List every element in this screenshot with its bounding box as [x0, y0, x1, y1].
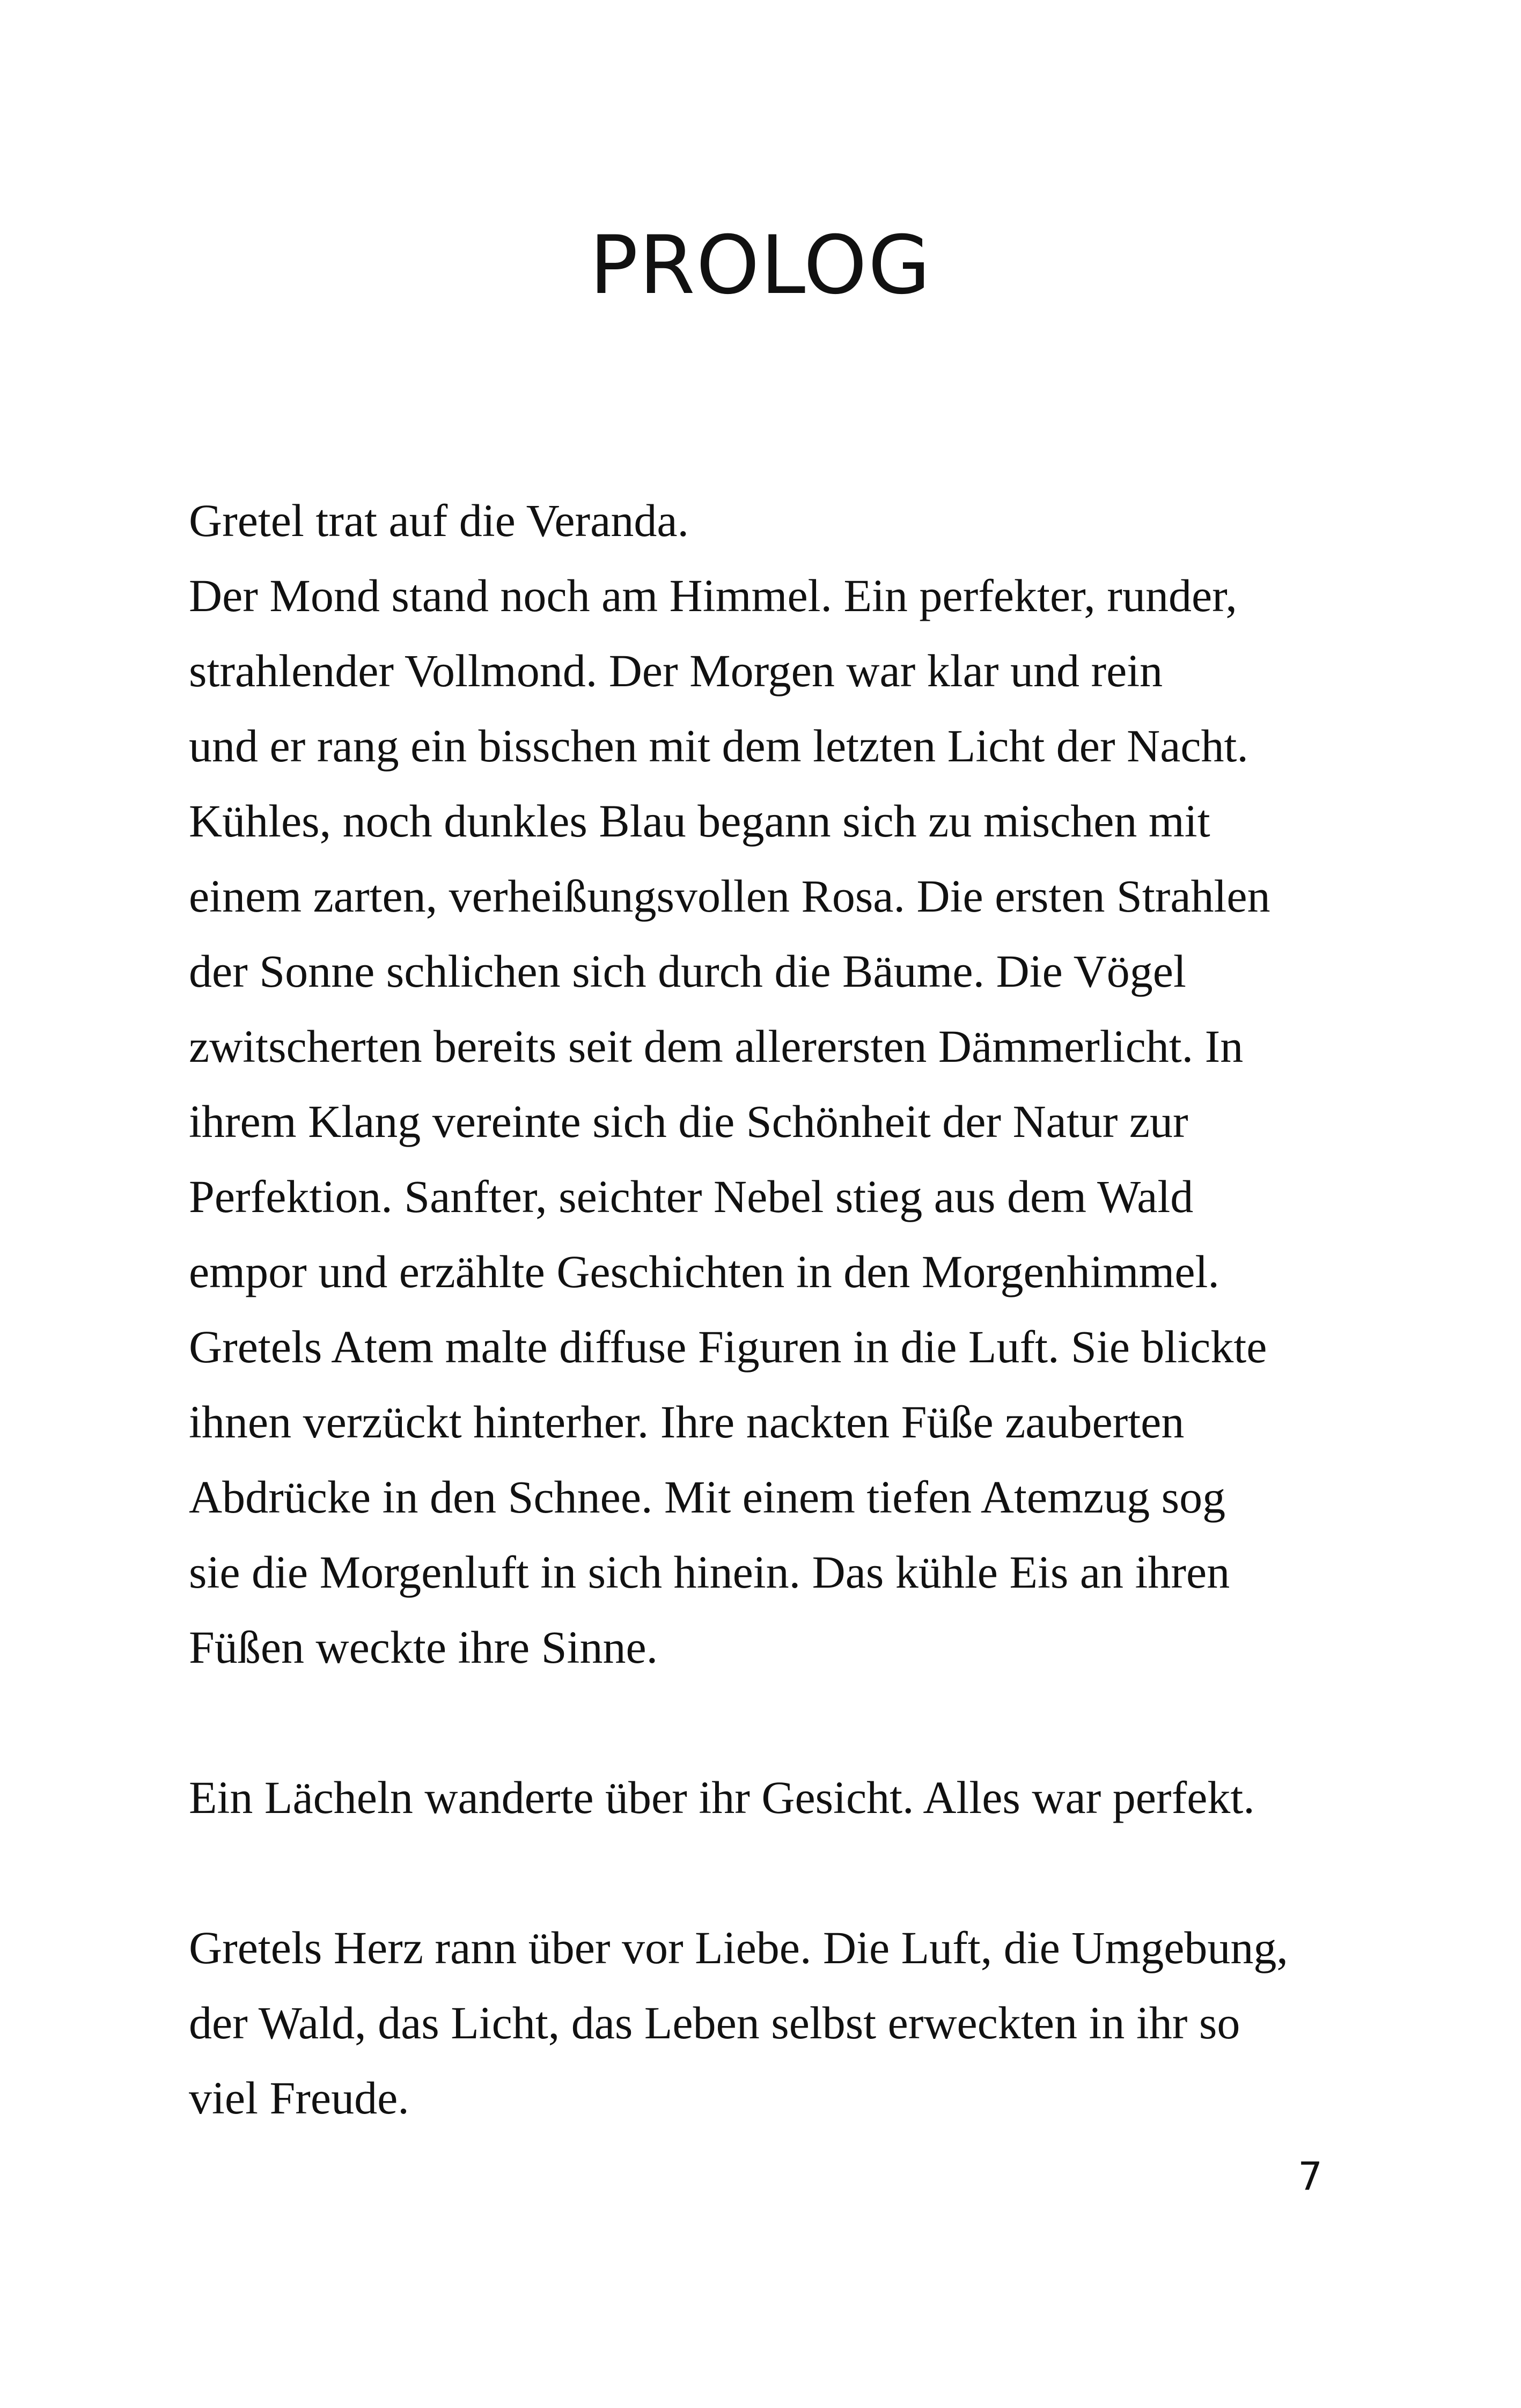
paragraph-2	[189, 1760, 1358, 1835]
text-line: Kühles, noch dunkles Blau begann sich zu mischen mit	[189, 795, 1210, 847]
paragraph-gap	[189, 1685, 1358, 1760]
text-line: ihrem Klang vereinte sich die Schönheit der Natur zur	[189, 1096, 1188, 1147]
text-line: Gretel trat auf die Veranda.	[189, 495, 689, 546]
paragraph-1	[189, 483, 1358, 1685]
text-line: strahlender Vollmond. Der Morgen war klar und rein	[189, 645, 1163, 696]
text-line: Abdrücke in den Schnee. Mit einem tiefen Atemzug sog	[189, 1471, 1226, 1523]
text-line: ihnen verzückt hinterher. Ihre nackten Füße zauberten	[189, 1396, 1185, 1448]
body-text	[189, 483, 1358, 2135]
text-line: sie die Morgenluft in sich hinein. Das kühle Eis an ihren	[189, 1546, 1230, 1598]
text-line: Ein Lächeln wanderte über ihr Gesicht. Alles war perfekt.	[189, 1772, 1255, 1823]
page-number: 7	[1298, 2154, 1322, 2199]
chapter-title: PROLOG	[589, 219, 932, 312]
text-line: einem zarten, verheißungsvollen Rosa. Die ersten Strahlen	[189, 870, 1270, 922]
text-line: zwitscherten bereits seit dem allerersten Dämmerlicht. In	[189, 1021, 1244, 1072]
text-line: Gretels Herz rann über vor Liebe. Die Luft, die Umgebung,	[189, 1922, 1288, 1973]
text-line: empor und erzählte Geschichten in den Morgenhimmel.	[189, 1246, 1219, 1297]
text-line: Der Mond stand noch am Himmel. Ein perfekter, runder,	[189, 570, 1237, 621]
paragraph-3	[189, 1910, 1358, 2135]
text-line: Füßen weckte ihre Sinne.	[189, 1621, 658, 1673]
text-line: Gretels Atem malte diffuse Figuren in die Luft. Sie blickte	[189, 1321, 1267, 1372]
paragraph-gap	[189, 1835, 1358, 1910]
text-line: und er rang ein bisschen mit dem letzten Licht der Nacht.	[189, 720, 1248, 772]
text-line: der Sonne schlichen sich durch die Bäume. Die Vögel	[189, 945, 1186, 997]
text-line: der Wald, das Licht, das Leben selbst erweckten in ihr so	[189, 1997, 1240, 2049]
text-line: Perfektion. Sanfter, seichter Nebel stieg aus dem Wald	[189, 1171, 1194, 1222]
text-line: viel Freude.	[189, 2072, 409, 2124]
